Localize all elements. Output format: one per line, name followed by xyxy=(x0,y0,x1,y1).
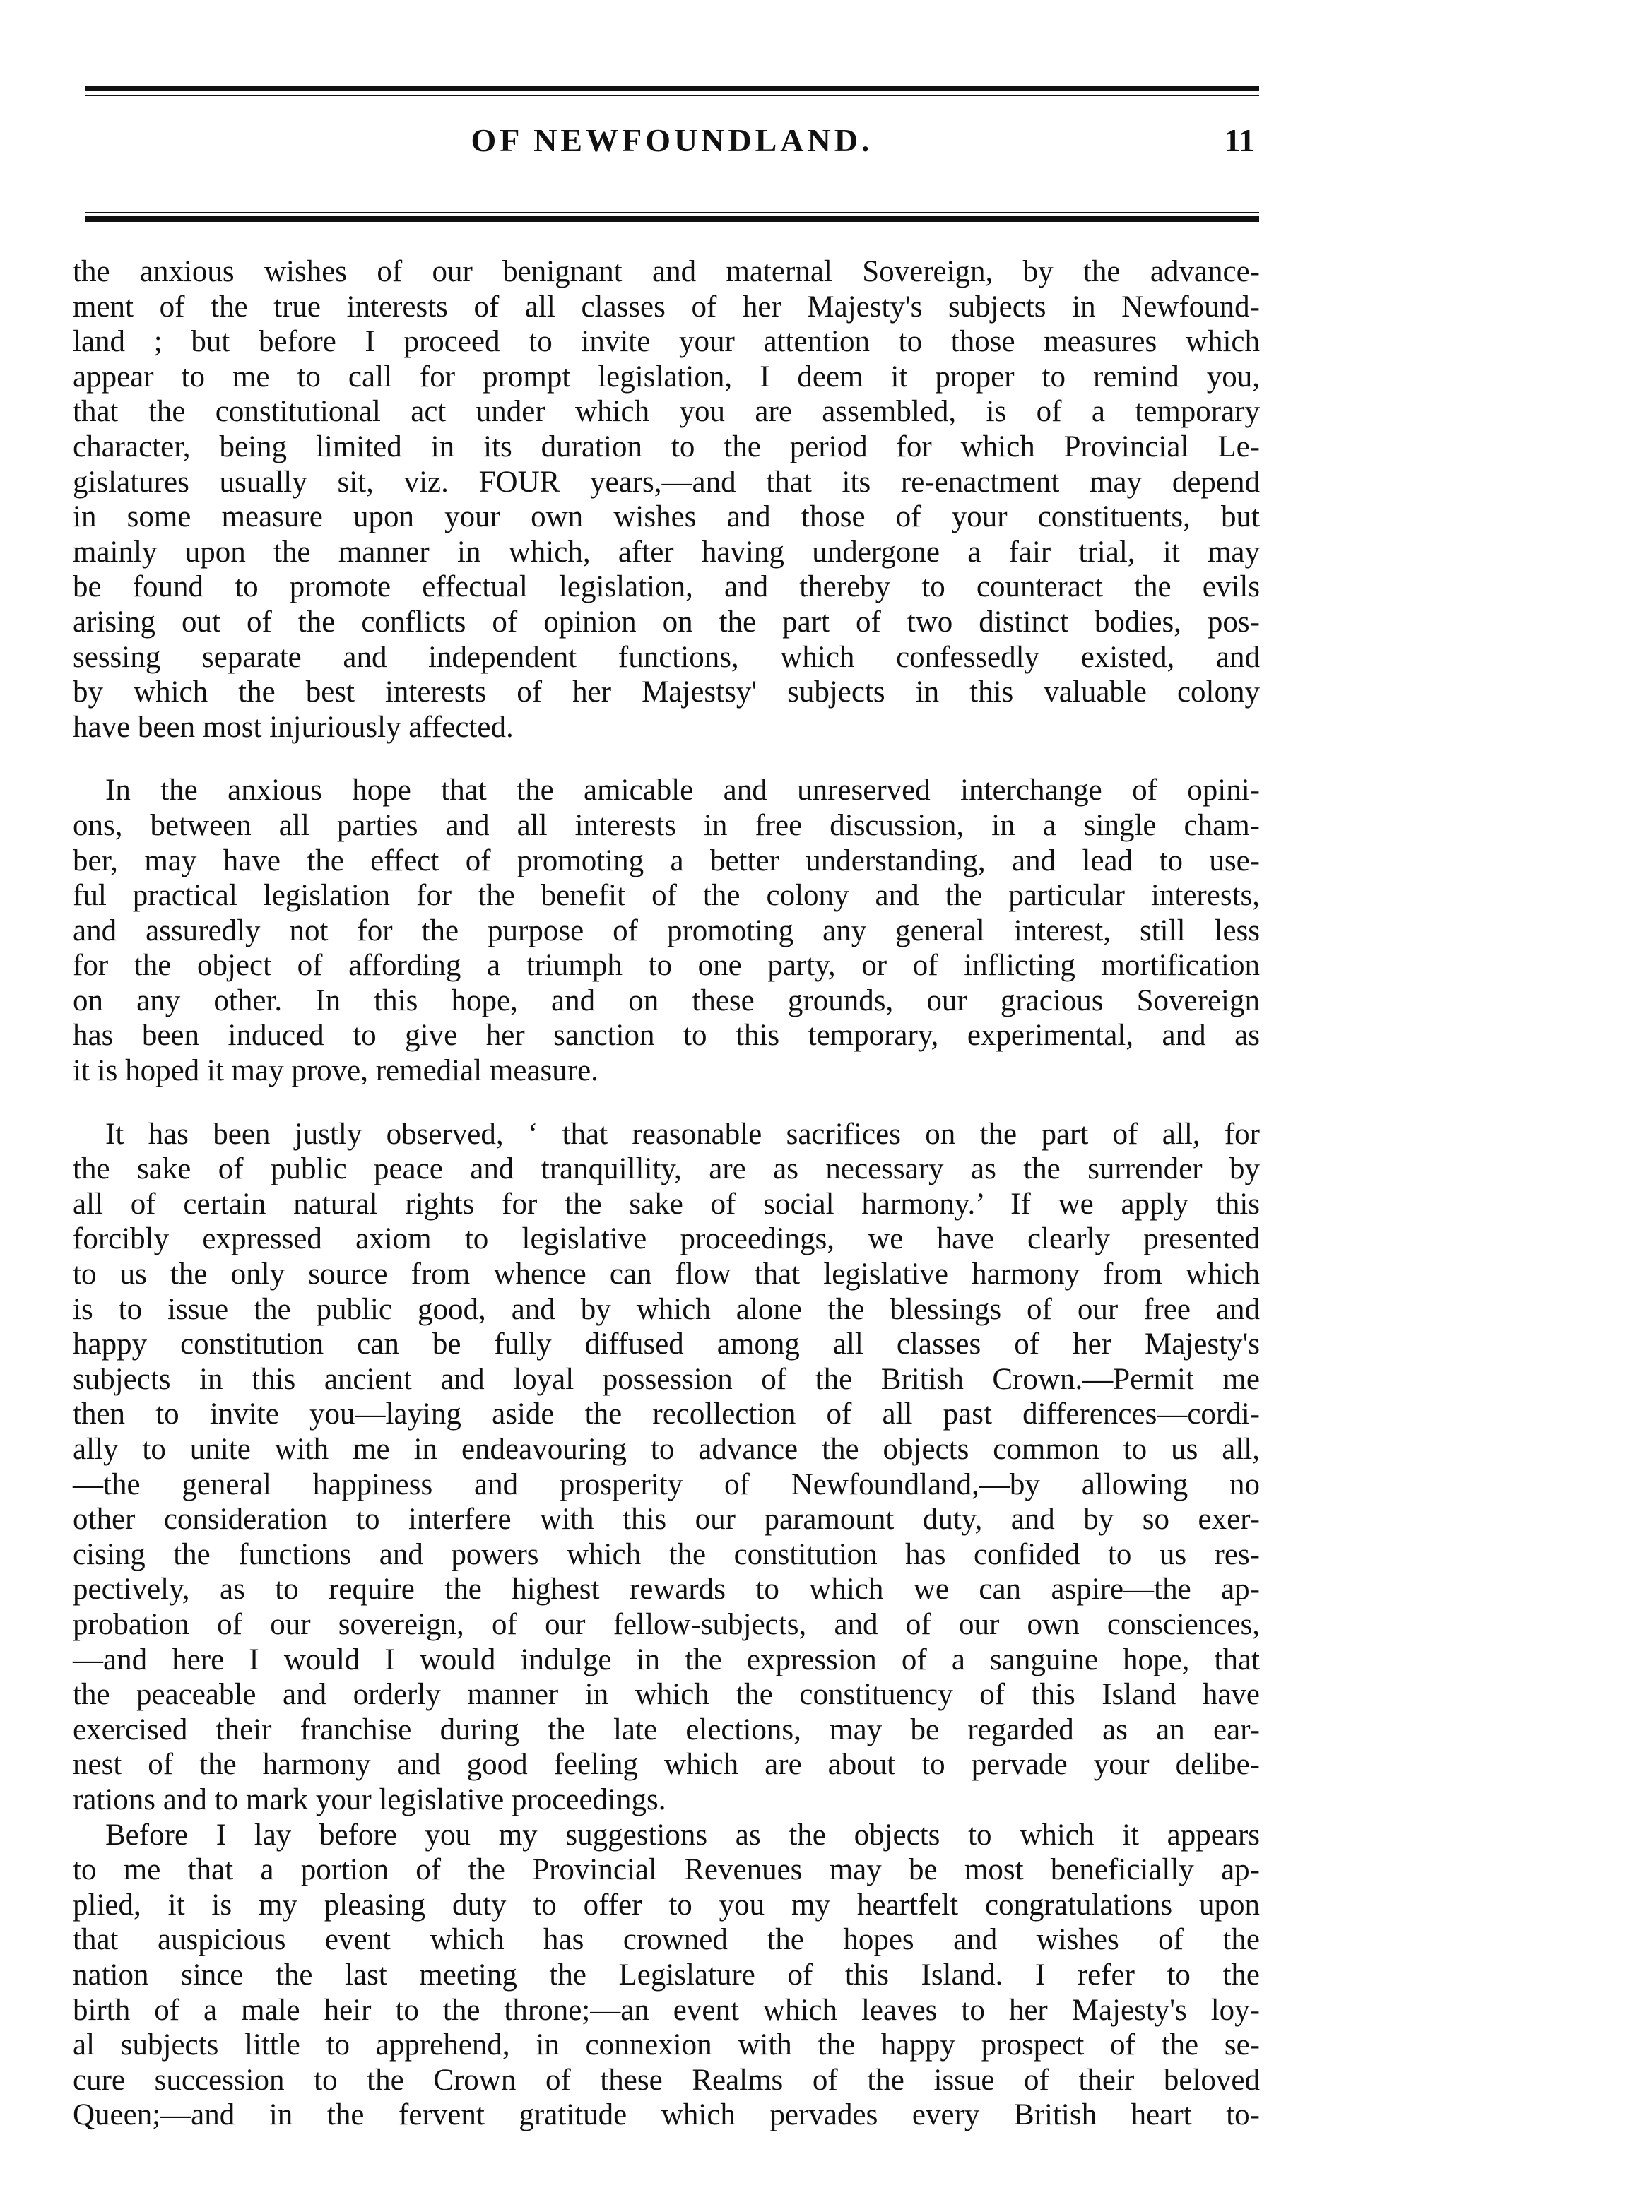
text-line: rations and to mark your legislative proceedings. xyxy=(73,1782,666,1816)
text-line: that auspicious event which has crowned the hopes and wishes of the xyxy=(73,1923,1260,1957)
text-line: nation since the last meeting the Legislature of this Island. I refer to the xyxy=(73,1958,1260,1992)
text-line: the anxious wishes of our benignant and maternal Sovereign, by the advance- xyxy=(73,255,1260,288)
text-line: birth of a male heir to the throne;—an event which leaves to her Majesty's loy- xyxy=(73,1993,1260,2027)
text-line: In the anxious hope that the amicable and unreserved interchange of opini- xyxy=(105,774,1260,808)
text-line: Queen;—and in the fervent gratitude which pervades every British heart to- xyxy=(73,2098,1260,2132)
text-line: happy constitution can be fully diffused among all classes of her Majesty's xyxy=(73,1327,1260,1361)
text-line: the peaceable and orderly manner in which the constituency of this Island have xyxy=(73,1678,1260,1712)
text-line: subjects in this ancient and loyal possession of the British Crown.—Permit me xyxy=(73,1362,1260,1396)
text-line: then to invite you—laying aside the recollection of all past differences—cordi- xyxy=(73,1397,1260,1431)
text-line: have been most injuriously affected. xyxy=(73,710,514,744)
text-line: ons, between all parties and all interests in free discussion, in a single cham- xyxy=(73,808,1260,842)
text-line: character, being limited in its duration to the period for which Provincial Le- xyxy=(73,430,1260,463)
paragraph-1 xyxy=(73,254,1260,745)
text-line: —and here I would I would indulge in the expression of a sanguine hope, that xyxy=(73,1643,1260,1676)
text-line: exercised their franchise during the late elections, may be regarded as an ear- xyxy=(73,1713,1260,1746)
text-line: arising out of the conflicts of opinion on the part of two distinct bodies, pos- xyxy=(73,605,1260,639)
text-line: all of certain natural rights for the sake of social harmony.’ If we apply this xyxy=(73,1187,1260,1221)
text-line: nest of the harmony and good feeling which are about to pervade your delibe- xyxy=(73,1748,1260,1782)
paragraph-2 xyxy=(73,773,1260,1088)
text-line: other consideration to interfere with this our paramount duty, and by so exer- xyxy=(73,1503,1260,1537)
text-line: it is hoped it may prove, remedial measure. xyxy=(73,1054,598,1088)
text-line: probation of our sovereign, of our fellow-subjects, and of our own consciences, xyxy=(73,1607,1260,1641)
header-rule-top xyxy=(85,86,1259,96)
page-number: 11 xyxy=(1224,122,1255,158)
text-line: to me that a portion of the Provincial Revenues may be most beneficially ap- xyxy=(73,1853,1260,1887)
text-line: on any other. In this hope, and on these grounds, our gracious Sovereign xyxy=(73,983,1260,1017)
text-line: in some measure upon your own wishes and those of your constituents, but xyxy=(73,500,1260,534)
text-line: plied, it is my pleasing duty to offer to you my heartfelt congratulations upon xyxy=(73,1888,1260,1922)
text-line: that the constitutional act under which you are assembled, is of a temporary xyxy=(73,395,1260,429)
text-line: the sake of public peace and tranquillity, are as necessary as the surrender by xyxy=(73,1152,1260,1186)
text-line: land ; but before I proceed to invite your attention to those measures which xyxy=(73,325,1260,359)
running-title: OF NEWFOUNDLAND. xyxy=(471,122,873,158)
text-line: ment of the true interests of all classes of her Majesty's subjects in Newfound- xyxy=(73,290,1260,324)
paragraph-3 xyxy=(73,1117,1260,1818)
text-line: to us the only source from whence can flow that legislative harmony from which xyxy=(73,1258,1260,1291)
header-rule-bottom xyxy=(85,212,1259,222)
text-line: It has been justly observed, ‘ that reasonable sacrifices on the part of all, for xyxy=(105,1117,1260,1151)
text-line: ally to unite with me in endeavouring to advance the objects common to us all, xyxy=(73,1433,1260,1466)
text-line: has been induced to give her sanction to this temporary, experimental, and as xyxy=(73,1019,1260,1053)
text-line: al subjects little to apprehend, in connexion with the happy prospect of the se- xyxy=(73,2028,1260,2062)
paragraph-4 xyxy=(73,1818,1260,2133)
text-line: be found to promote effectual legislation, and thereby to counteract the evils xyxy=(73,570,1260,604)
text-line: pectively, as to require the highest rewards to which we can aspire—the ap- xyxy=(73,1573,1260,1607)
text-line: cure succession to the Crown of these Realms of the issue of their beloved xyxy=(73,2063,1260,2097)
text-line: Before I lay before you my suggestions as the objects to which it appears xyxy=(105,1818,1260,1852)
text-line: cising the functions and powers which the constitution has confided to us res- xyxy=(73,1537,1260,1571)
text-line: forcibly expressed axiom to legislative proceedings, we have clearly presented xyxy=(73,1222,1260,1256)
text-line: mainly upon the manner in which, after having undergone a fair trial, it may xyxy=(73,535,1260,569)
text-line: sessing separate and independent functions, which confessedly existed, and xyxy=(73,640,1260,674)
text-line: for the object of affording a triumph to one party, or of inflicting mortification xyxy=(73,949,1260,983)
text-line: and assuredly not for the purpose of promoting any general interest, still less xyxy=(73,913,1260,947)
text-line: is to issue the public good, and by which alone the blessings of our free and xyxy=(73,1292,1260,1326)
text-line: by which the best interests of her Majestsy' subjects in this valuable colony xyxy=(73,675,1260,709)
text-line: ber, may have the effect of promoting a better understanding, and lead to use- xyxy=(73,844,1260,877)
text-line: ful practical legislation for the benefit of the colony and the particular interests, xyxy=(73,879,1260,913)
text-line: appear to me to call for prompt legislation, I deem it proper to remind you, xyxy=(73,360,1260,394)
text-line: gislatures usually sit, viz. FOUR years,—and that its re-enactment may depend xyxy=(73,465,1260,499)
body-text xyxy=(73,254,1260,2133)
text-line: —the general happiness and prosperity of Newfoundland,—by allowing no xyxy=(73,1467,1260,1501)
